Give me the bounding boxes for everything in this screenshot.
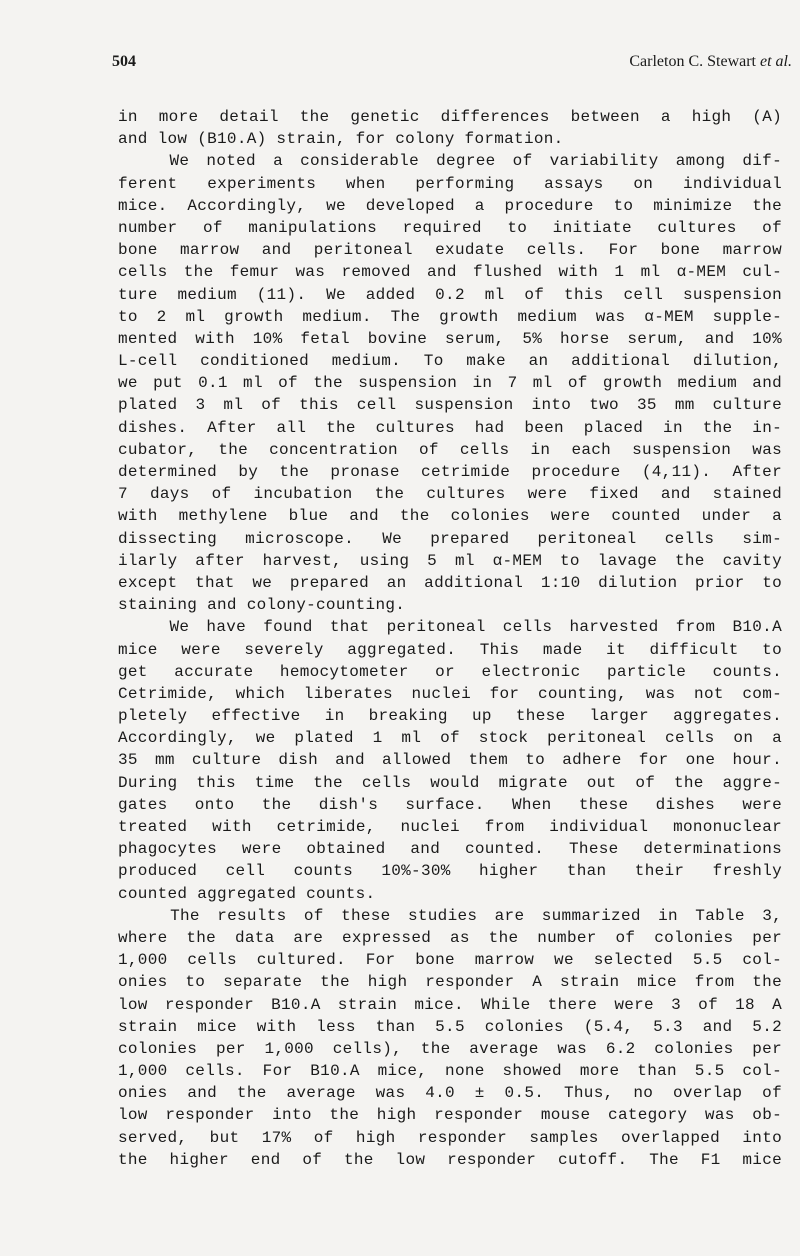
text-line: number of manipulations required to initiate cultures of xyxy=(118,218,782,237)
text-line: cubator, the concentration of cells in each suspension was xyxy=(118,440,782,459)
text-line: phagocytes were obtained and counted. These determinations xyxy=(118,840,782,859)
text-line: cells the femur was removed and flushed with 1 ml α-MEM cul- xyxy=(118,263,782,282)
text-line: We have found that peritoneal cells harvested from B10.A xyxy=(118,618,782,637)
text-line: and low (B10.A) strain, for colony formation. xyxy=(118,130,564,149)
text-line: gates onto the dish's surface. When these dishes were xyxy=(118,795,782,814)
text-line: 7 days of incubation the cultures were fixed and stained xyxy=(118,485,782,504)
text-line: except that we prepared an additional 1:10 dilution prior to xyxy=(118,573,782,592)
text-line: in more detail the genetic differences between a high (A) xyxy=(118,108,782,126)
text-line: bone marrow and peritoneal exudate cells. For bone marrow xyxy=(118,241,782,260)
text-line: onies to separate the high responder A strain mice from the xyxy=(118,973,782,992)
text-line: counted aggregated counts. xyxy=(118,884,376,903)
text-line: we put 0.1 ml of the suspension in 7 ml of growth medium and xyxy=(118,374,782,393)
text-line: produced cell counts 10%-30% higher than their freshly xyxy=(118,862,782,881)
text-line: L-cell conditioned medium. To make an additional dilution, xyxy=(118,352,782,371)
text-line: where the data are expressed as the number of colonies per xyxy=(118,928,782,947)
text-line: mice. Accordingly, we developed a procedure to minimize the xyxy=(118,196,782,215)
text-line: pletely effective in breaking up these larger aggregates. xyxy=(118,707,782,726)
text-line: treated with cetrimide, nuclei from individual mononuclear xyxy=(118,818,782,836)
text-line: During this time the cells would migrate out of the aggre- xyxy=(118,773,782,792)
body-text xyxy=(118,106,782,1171)
text-line: ferent experiments when performing assays on individual xyxy=(118,174,782,193)
text-line: 1,000 cells cultured. For bone marrow we selected 5.5 col- xyxy=(118,951,782,970)
page-number: 504 xyxy=(112,53,136,70)
text-line: the higher end of the low responder cutoff. The F1 mice xyxy=(118,1150,782,1169)
text-line: dishes. After all the cultures had been placed in the in- xyxy=(118,418,782,437)
text-line: 1,000 cells. For B10.A mice, none showed more than 5.5 col- xyxy=(118,1062,782,1081)
text-line: plated 3 ml of this cell suspension into two 35 mm culture xyxy=(118,396,782,415)
text-line: mice were severely aggregated. This made it difficult to xyxy=(118,640,782,659)
text-line: strain mice with less than 5.5 colonies (5.4, 5.3 and 5.2 xyxy=(118,1017,782,1036)
text-line: get accurate hemocytometer or electronic particle counts. xyxy=(118,662,782,681)
running-head-et-al: et al. xyxy=(760,53,792,70)
running-head xyxy=(629,53,792,71)
text-line: 35 mm culture dish and allowed them to adhere for one hour. xyxy=(118,751,782,770)
text-line: with methylene blue and the colonies were counted under a xyxy=(118,507,782,526)
text-line: low responder into the high responder mouse category was ob- xyxy=(118,1106,782,1125)
text-line: dissecting microscope. We prepared peritoneal cells sim- xyxy=(118,529,782,548)
text-line: ilarly after harvest, using 5 ml α-MEM to lavage the cavity xyxy=(118,551,782,570)
text-line: colonies per 1,000 cells), the average was 6.2 colonies per xyxy=(118,1039,782,1058)
text-line: staining and colony-counting. xyxy=(118,596,406,615)
text-line: to 2 ml growth medium. The growth medium was α-MEM supple- xyxy=(118,307,782,326)
text-line: mented with 10% fetal bovine serum, 5% horse serum, and 10% xyxy=(118,329,782,348)
text-line: Accordingly, we plated 1 ml of stock peritoneal cells on a xyxy=(118,729,782,748)
text-line: We noted a considerable degree of variability among dif- xyxy=(118,152,782,171)
text-line: ture medium (11). We added 0.2 ml of this cell suspension xyxy=(118,285,782,304)
text-line: low responder B10.A strain mice. While there were 3 of 18 A xyxy=(118,995,782,1014)
text-line: Cetrimide, which liberates nuclei for counting, was not com- xyxy=(118,684,782,703)
text-line: The results of these studies are summarized in Table 3, xyxy=(118,906,782,925)
text-line: determined by the pronase cetrimide procedure (4,11). After xyxy=(118,463,782,481)
text-line: served, but 17% of high responder samples overlapped into xyxy=(118,1128,782,1147)
running-head-author: Carleton C. Stewart xyxy=(629,53,756,70)
text-line: onies and the average was 4.0 ± 0.5. Thus, no overlap of xyxy=(118,1084,782,1103)
page-header xyxy=(112,53,792,73)
